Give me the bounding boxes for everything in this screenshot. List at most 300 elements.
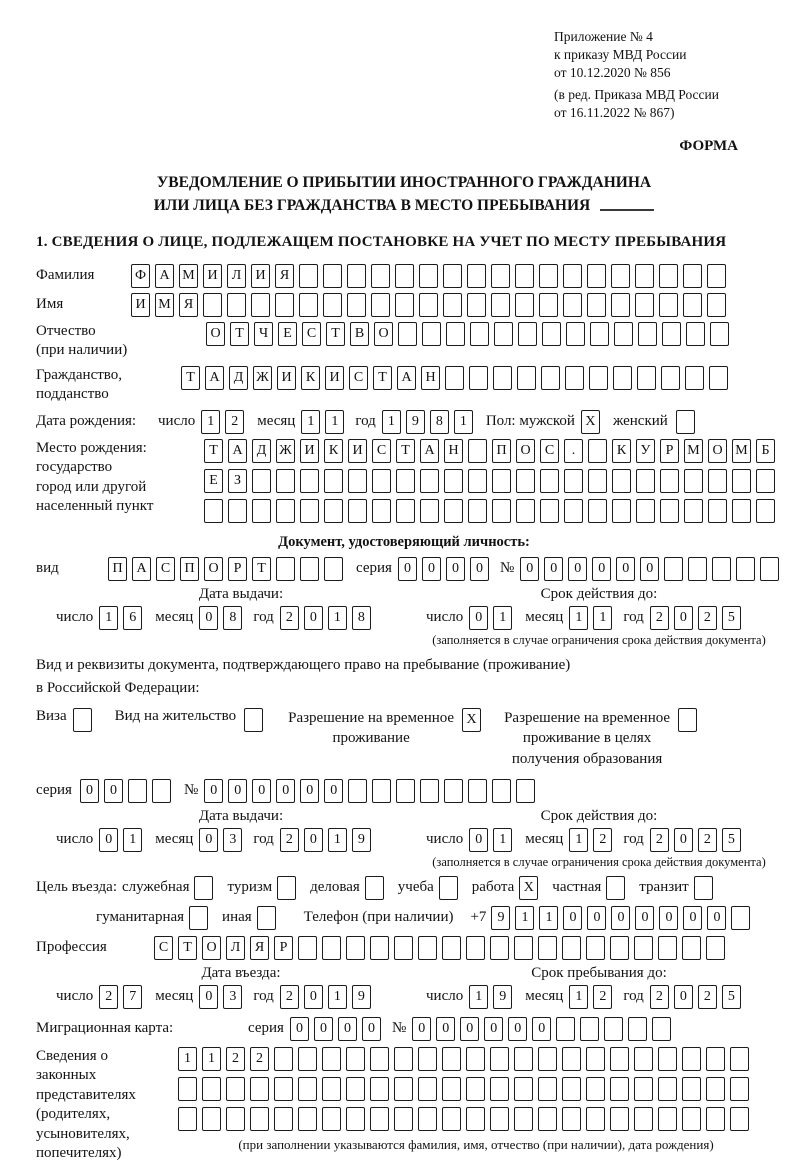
char-box	[442, 1047, 461, 1071]
char-box: 2	[226, 1047, 245, 1071]
annex-line: Приложение № 4	[554, 29, 653, 44]
char-box	[588, 469, 607, 493]
char-box: 0	[314, 1017, 333, 1041]
business-checkbox[interactable]	[365, 876, 389, 900]
char-box	[394, 1107, 413, 1131]
char-box	[396, 469, 415, 493]
char-box	[760, 557, 779, 581]
char-box	[394, 936, 413, 960]
char-box	[628, 1017, 647, 1041]
char-box	[189, 906, 208, 930]
char-box	[541, 366, 560, 390]
char-box	[610, 936, 629, 960]
char-box	[346, 1077, 365, 1101]
char-box	[468, 469, 487, 493]
char-box	[470, 322, 489, 346]
char-box	[706, 1107, 725, 1131]
visa-checkbox[interactable]	[73, 708, 97, 732]
entry-month-boxes[interactable]	[199, 985, 247, 1009]
char-box	[606, 876, 625, 900]
id-valid-col: Срок действия до: число 0 1 месяц 1 1 год 2 0 2 5 (заполняется в случае ограничения срока действия документа)	[426, 586, 772, 648]
char-box: Н	[444, 439, 463, 463]
firstname-boxes[interactable]	[131, 293, 731, 317]
char-box	[372, 469, 391, 493]
char-box	[694, 876, 713, 900]
char-box	[468, 499, 487, 523]
char-box	[661, 366, 680, 390]
residence-checkbox[interactable]	[244, 708, 268, 732]
char-box	[494, 322, 513, 346]
sex-female-label: женский	[612, 413, 668, 430]
char-box	[580, 1017, 599, 1041]
char-box	[420, 779, 439, 803]
char-box	[418, 1077, 437, 1101]
char-box	[614, 322, 633, 346]
surname-label: Фамилия	[36, 267, 95, 284]
char-box: 5	[722, 985, 741, 1009]
char-box: И	[203, 264, 222, 288]
char-box	[562, 1047, 581, 1071]
char-box: 1	[539, 906, 558, 930]
char-box	[275, 293, 294, 317]
char-box	[710, 322, 729, 346]
other-checkbox[interactable]	[257, 906, 281, 930]
char-box	[586, 1107, 605, 1131]
form-title	[36, 171, 772, 218]
private-label: частная	[552, 879, 602, 896]
char-box	[324, 469, 343, 493]
char-box	[300, 469, 319, 493]
char-box: Я	[179, 293, 198, 317]
char-box: Т	[326, 322, 345, 346]
permit-issue-year-boxes[interactable]	[280, 828, 376, 852]
char-box	[298, 936, 317, 960]
char-box	[346, 936, 365, 960]
char-box	[394, 1047, 413, 1071]
char-box	[586, 1047, 605, 1071]
permit-number-boxes[interactable]	[204, 779, 540, 803]
char-box: М	[155, 293, 174, 317]
char-box	[202, 1107, 221, 1131]
char-box: 0	[707, 906, 726, 930]
id-issue-day-boxes[interactable]	[99, 606, 147, 630]
char-box: 1	[382, 410, 401, 434]
char-box	[538, 1047, 557, 1071]
official-checkbox[interactable]	[194, 876, 218, 900]
char-box	[515, 264, 534, 288]
char-box: 1	[123, 828, 142, 852]
birthplace-line1-boxes[interactable]	[204, 439, 780, 463]
char-box: X	[581, 410, 600, 434]
char-box	[419, 264, 438, 288]
char-box	[418, 1107, 437, 1131]
id-series-label: серия	[356, 560, 392, 577]
permit-issue-day-boxes[interactable]	[99, 828, 147, 852]
char-box	[419, 293, 438, 317]
permit-valid-col: Срок действия до: число 0 1 месяц 1 2 год 2 0 2 5 (заполняется в случае ограничения срока действия документа)	[426, 808, 772, 870]
char-box: Д	[229, 366, 248, 390]
migr-series-boxes[interactable]	[290, 1017, 386, 1041]
char-box	[706, 936, 725, 960]
char-box: 0	[592, 557, 611, 581]
char-box: 6	[123, 606, 142, 630]
id-valid-year-boxes[interactable]	[650, 606, 746, 630]
char-box	[756, 499, 775, 523]
char-box	[490, 1077, 509, 1101]
char-box: Л	[226, 936, 245, 960]
char-box	[445, 366, 464, 390]
char-box	[685, 366, 704, 390]
char-box: Н	[421, 366, 440, 390]
char-box	[634, 1047, 653, 1071]
char-box: Т	[204, 439, 223, 463]
char-box	[194, 876, 213, 900]
char-box: О	[516, 439, 535, 463]
temp-residence-item	[288, 708, 486, 749]
stay-year-boxes[interactable]	[650, 985, 746, 1009]
char-box: О	[202, 936, 221, 960]
char-box: О	[374, 322, 393, 346]
birthplace-boxes	[204, 439, 780, 529]
char-box: 9	[491, 906, 510, 930]
char-box: Е	[204, 469, 223, 493]
char-box	[371, 264, 390, 288]
id-issue-year-boxes[interactable]	[280, 606, 376, 630]
char-box: 1	[493, 606, 512, 630]
char-box	[516, 499, 535, 523]
char-box	[365, 876, 384, 900]
char-box: 0	[470, 557, 489, 581]
char-box: 2	[280, 606, 299, 630]
char-box: 0	[304, 985, 323, 1009]
char-box: 0	[683, 906, 702, 930]
char-box: Е	[278, 322, 297, 346]
char-box	[257, 906, 276, 930]
char-box	[706, 1077, 725, 1101]
char-box	[493, 366, 512, 390]
char-box	[514, 1077, 533, 1101]
char-box	[556, 1017, 575, 1041]
char-box	[298, 1077, 317, 1101]
char-box	[346, 1047, 365, 1071]
char-box: 0	[290, 1017, 309, 1041]
char-box: С	[154, 936, 173, 960]
form-title-line1: УВЕДОМЛЕНИЕ О ПРИБЫТИИ ИНОСТРАННОГО ГРАЖДАНИНА	[156, 174, 652, 192]
annex-edit-line: от 16.11.2022 № 867)	[554, 105, 675, 121]
char-box: 0	[80, 779, 99, 803]
entry-year-boxes[interactable]	[280, 985, 376, 1009]
char-box	[731, 906, 750, 930]
migration-card-row	[36, 1017, 772, 1041]
char-box: 1	[469, 985, 488, 1009]
stay-month-boxes[interactable]	[569, 985, 617, 1009]
char-box: М	[732, 439, 751, 463]
char-box	[396, 779, 415, 803]
char-box: 0	[532, 1017, 551, 1041]
work-label: работа	[471, 879, 515, 896]
tourism-checkbox[interactable]	[277, 876, 301, 900]
representatives-line2-boxes[interactable]	[178, 1077, 754, 1101]
birth-day-boxes[interactable]	[201, 410, 249, 434]
char-box	[396, 499, 415, 523]
char-box	[250, 1107, 269, 1131]
char-box	[562, 936, 581, 960]
char-box: 0	[544, 557, 563, 581]
char-box	[652, 1017, 671, 1041]
char-box	[276, 499, 295, 523]
char-box	[612, 469, 631, 493]
temp-residence-checkbox[interactable]	[462, 708, 486, 732]
char-box: В	[350, 322, 369, 346]
permit-doc-heading: Вид и реквизиты документа, подтверждающего право на пребывание (проживание) в Российской Федерации:	[36, 656, 571, 696]
char-box	[490, 936, 509, 960]
char-box: Т	[230, 322, 249, 346]
form-word: ФОРМА	[679, 138, 738, 155]
birth-year-boxes[interactable]	[382, 410, 478, 434]
char-box: 0	[276, 779, 295, 803]
transit-checkbox[interactable]	[694, 876, 718, 900]
permit-series-row	[36, 779, 772, 803]
char-box	[637, 366, 656, 390]
char-box	[300, 499, 319, 523]
profession-row	[36, 936, 772, 960]
profession-boxes[interactable]	[154, 936, 730, 960]
sex-female-checkbox[interactable]	[676, 410, 700, 434]
char-box: 0	[304, 606, 323, 630]
char-box	[372, 779, 391, 803]
temp-residence-edu-checkbox[interactable]	[678, 708, 702, 732]
char-box: 1	[569, 606, 588, 630]
char-box	[658, 936, 677, 960]
char-box: 2	[650, 828, 669, 852]
id-issue-col: Дата выдачи: число 1 6 месяц 0 8 год 2 0 1 8	[36, 586, 426, 648]
char-box	[323, 264, 342, 288]
char-box	[323, 293, 342, 317]
migr-series-label: серия	[248, 1020, 284, 1037]
id-valid-month-boxes[interactable]	[569, 606, 617, 630]
char-box	[446, 322, 465, 346]
char-box	[635, 264, 654, 288]
surname-boxes[interactable]	[131, 264, 731, 288]
char-box	[203, 293, 222, 317]
char-box: Т	[396, 439, 415, 463]
char-box: 0	[362, 1017, 381, 1041]
permit-valid-year-boxes[interactable]	[650, 828, 746, 852]
work-checkbox[interactable]	[519, 876, 543, 900]
temp-residence-edu-label: Разрешение на временное проживание в целях получения образования	[504, 710, 671, 767]
char-box: П	[180, 557, 199, 581]
representatives-line3-boxes[interactable]	[178, 1107, 754, 1131]
char-box	[660, 499, 679, 523]
char-box: 5	[722, 606, 741, 630]
char-box	[514, 1107, 533, 1131]
char-box: 0	[422, 557, 441, 581]
char-box: Ж	[276, 439, 295, 463]
char-box: 1	[328, 828, 347, 852]
annex-edit-line: (в ред. Приказа МВД России	[554, 87, 719, 103]
char-box	[422, 322, 441, 346]
char-box: 0	[324, 779, 343, 803]
id-kind-boxes[interactable]	[108, 557, 348, 581]
annex-header	[554, 28, 772, 122]
char-box	[515, 293, 534, 317]
char-box	[444, 469, 463, 493]
permit-series-boxes[interactable]	[80, 779, 176, 803]
phone-boxes[interactable]	[491, 906, 755, 930]
char-box: С	[156, 557, 175, 581]
char-box: Т	[178, 936, 197, 960]
birthplace-label: Место рождения: государство город или другой населенный пункт	[36, 439, 154, 515]
permit-series-label: серия	[36, 782, 72, 799]
sex-male-checkbox[interactable]	[581, 410, 605, 434]
char-box: 0	[611, 906, 630, 930]
temp-residence-label: Разрешение на временное проживание	[288, 710, 455, 747]
char-box: X	[462, 708, 481, 732]
char-box	[730, 1047, 749, 1071]
stay-day-boxes[interactable]	[469, 985, 517, 1009]
char-box	[588, 439, 607, 463]
permit-valid-month-boxes[interactable]	[569, 828, 617, 852]
id-series-boxes[interactable]	[398, 557, 494, 581]
id-doc-heading: Документ, удостоверяющий личность:	[278, 533, 530, 550]
char-box: Т	[373, 366, 392, 390]
char-box	[395, 293, 414, 317]
surname-row	[36, 264, 772, 288]
char-box	[491, 293, 510, 317]
annex-line: от 10.12.2020 № 856	[554, 64, 671, 80]
char-box	[538, 936, 557, 960]
char-box	[202, 1077, 221, 1101]
char-box: Б	[756, 439, 775, 463]
char-box	[370, 936, 389, 960]
char-box	[371, 293, 390, 317]
id-doc-row	[36, 557, 772, 581]
char-box: К	[301, 366, 320, 390]
char-box: 2	[698, 606, 717, 630]
representatives-label: Сведения о законных представителях (родителях, усыновителях, попечителях)	[36, 1047, 136, 1162]
citizenship-boxes[interactable]	[181, 366, 733, 390]
birthdate-row	[36, 410, 772, 434]
char-box	[611, 264, 630, 288]
char-box: X	[519, 876, 538, 900]
char-box: П	[108, 557, 127, 581]
char-box: О	[708, 439, 727, 463]
id-issue-month-boxes[interactable]	[199, 606, 247, 630]
migr-number-boxes[interactable]	[412, 1017, 676, 1041]
form-title-line2: ИЛИ ЛИЦА БЕЗ ГРАЖДАНСТВА В МЕСТО ПРЕБЫВАНИЯ	[36, 194, 772, 217]
char-box: 1	[454, 410, 473, 434]
char-box	[732, 469, 751, 493]
purpose-row	[36, 876, 772, 900]
char-box	[394, 1077, 413, 1101]
char-box	[684, 469, 703, 493]
char-box	[539, 264, 558, 288]
char-box: 0	[300, 779, 319, 803]
char-box: И	[300, 439, 319, 463]
citizenship-label: Гражданство, подданство	[36, 366, 123, 403]
char-box	[676, 410, 695, 434]
char-box: 1	[593, 606, 612, 630]
char-box: 0	[640, 557, 659, 581]
birthplace-line3-boxes[interactable]	[204, 499, 780, 523]
firstname-label: Имя	[36, 296, 64, 313]
char-box	[442, 936, 461, 960]
char-box: Ч	[254, 322, 273, 346]
representatives-row	[36, 1047, 772, 1163]
char-box	[686, 322, 705, 346]
char-box: 0	[563, 906, 582, 930]
char-box: 1	[515, 906, 534, 930]
humanitarian-checkbox[interactable]	[189, 906, 213, 930]
residence-item	[115, 708, 268, 732]
char-box	[128, 779, 147, 803]
char-box	[370, 1077, 389, 1101]
char-box: 0	[674, 606, 693, 630]
private-checkbox[interactable]	[606, 876, 630, 900]
char-box: 0	[412, 1017, 431, 1041]
entry-day-boxes[interactable]	[99, 985, 147, 1009]
char-box	[492, 779, 511, 803]
char-box: А	[397, 366, 416, 390]
char-box	[178, 1077, 197, 1101]
id-number-boxes[interactable]	[520, 557, 784, 581]
char-box	[706, 1047, 725, 1071]
char-box: Д	[252, 439, 271, 463]
char-box: 0	[204, 779, 223, 803]
permit-dates	[36, 808, 772, 870]
char-box	[658, 1047, 677, 1071]
char-box: 2	[698, 985, 717, 1009]
permit-valid-day-boxes[interactable]	[469, 828, 517, 852]
char-box: И	[277, 366, 296, 390]
char-box	[709, 366, 728, 390]
char-box	[682, 1077, 701, 1101]
char-box	[683, 293, 702, 317]
char-box	[634, 1077, 653, 1101]
char-box	[659, 293, 678, 317]
char-box: 8	[352, 606, 371, 630]
representatives-line1-boxes[interactable]	[178, 1047, 754, 1071]
permit-issue-month-boxes[interactable]	[199, 828, 247, 852]
char-box: 2	[280, 828, 299, 852]
char-box: 0	[568, 557, 587, 581]
char-box: А	[132, 557, 151, 581]
birth-month-boxes[interactable]	[301, 410, 349, 434]
char-box: Ж	[253, 366, 272, 390]
char-box	[634, 936, 653, 960]
study-checkbox[interactable]	[439, 876, 463, 900]
char-box: С	[372, 439, 391, 463]
stay-until-col: Срок пребывания до: число 1 9 месяц 1 2 год 2 0 2 5	[426, 965, 772, 1009]
patronymic-boxes[interactable]	[206, 322, 734, 346]
permit-number-label: №	[183, 782, 199, 799]
char-box	[563, 264, 582, 288]
birthdate-label: Дата рождения:	[36, 413, 137, 430]
char-box: 1	[301, 410, 320, 434]
char-box	[688, 557, 707, 581]
id-valid-day-boxes[interactable]	[469, 606, 517, 630]
char-box: 1	[201, 410, 220, 434]
char-box: 1	[569, 985, 588, 1009]
char-box	[638, 322, 657, 346]
patronymic-row	[36, 322, 772, 361]
char-box	[492, 499, 511, 523]
annex-line: к приказу МВД России	[554, 46, 687, 62]
title-blank-underline	[600, 209, 654, 211]
char-box	[324, 557, 343, 581]
char-box	[664, 557, 683, 581]
birthplace-line2-boxes[interactable]	[204, 469, 780, 493]
